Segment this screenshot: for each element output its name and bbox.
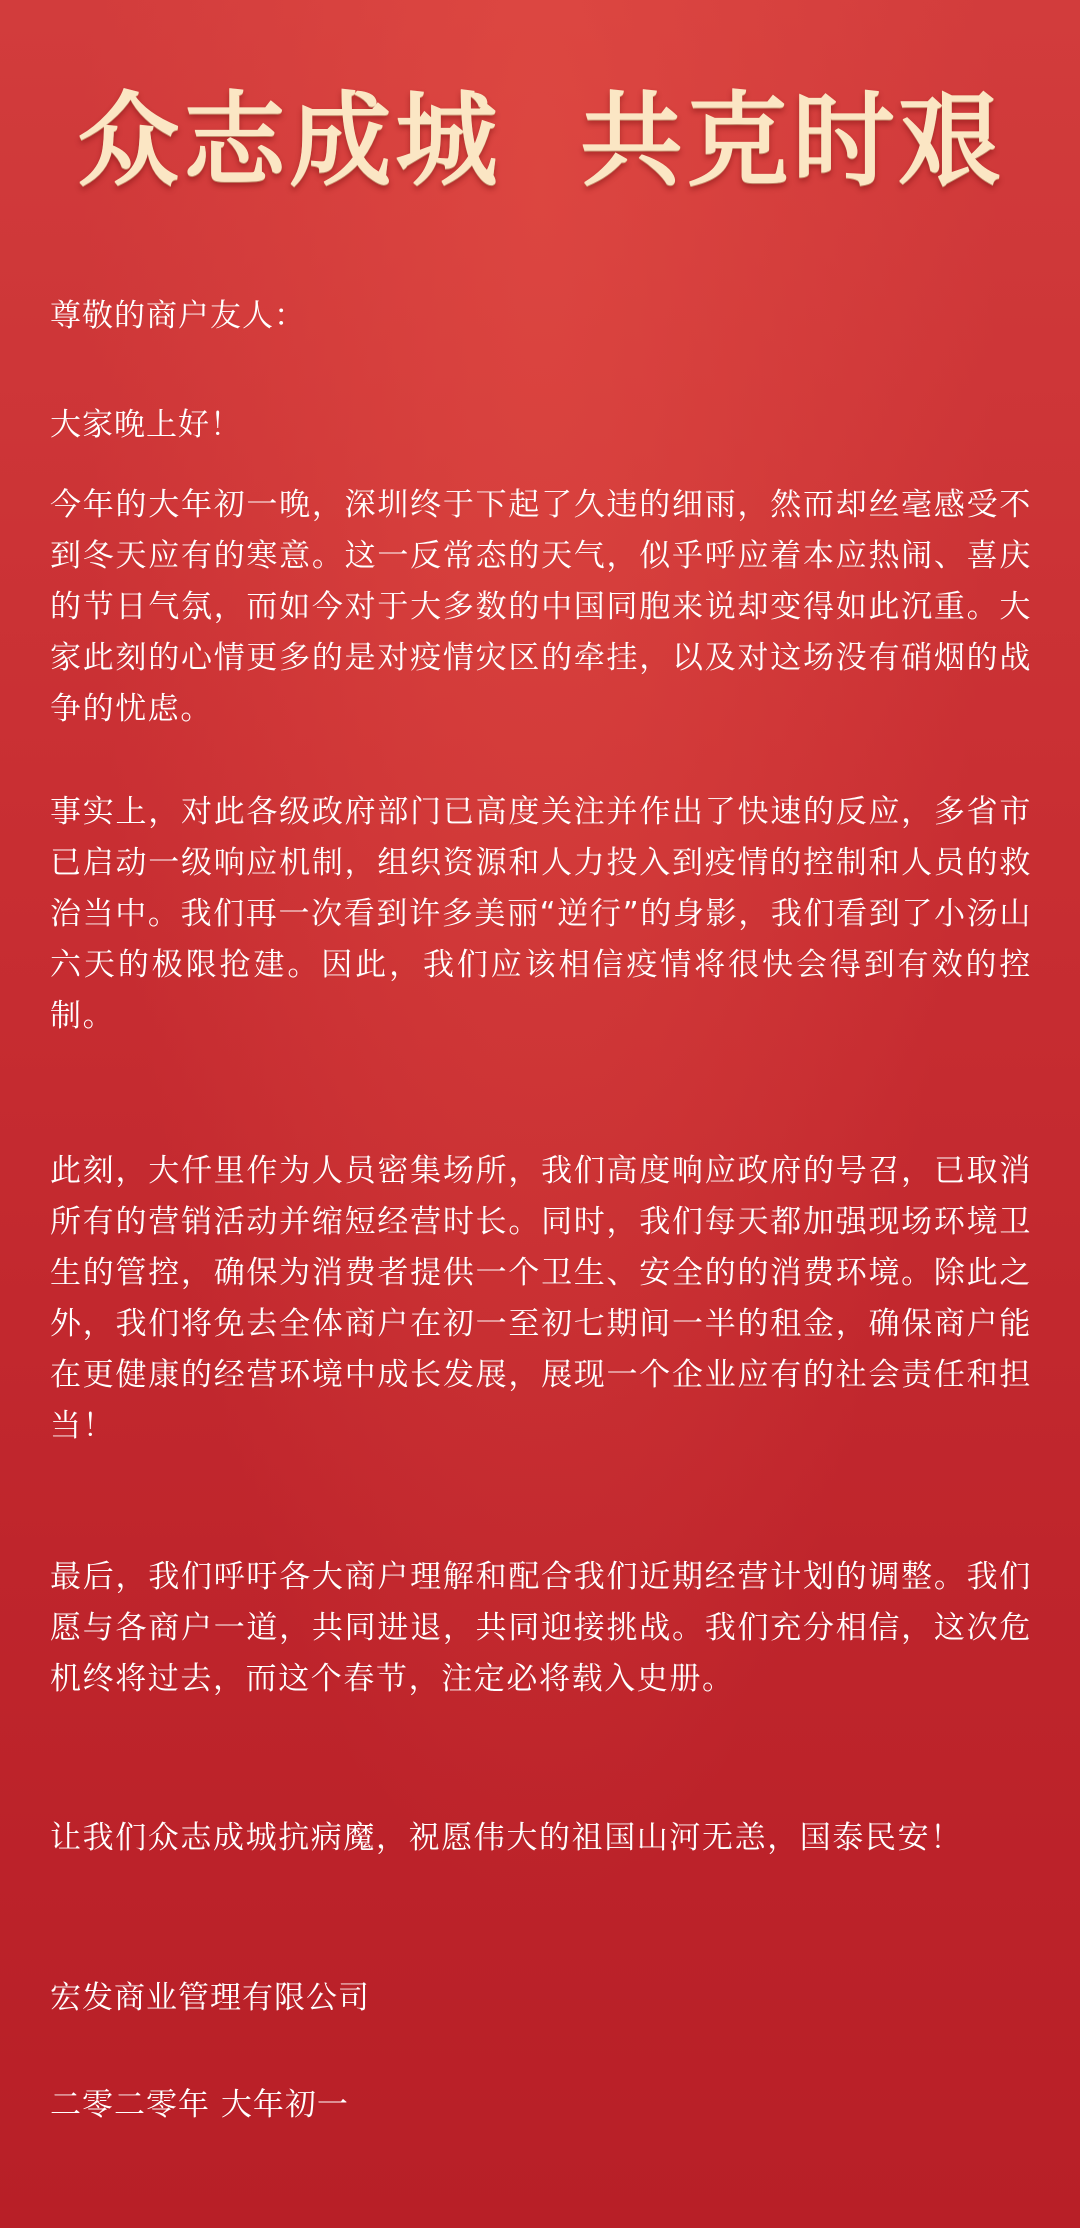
paragraph-appeal: 最后，我们呼吁各大商户理解和配合我们近期经营计划的调整。我们愿与各商户一道，共同进退，共同迎接挑战。我们充分相信，这次危机终将过去，而这个春节，注定必将载入史册。 [50,1559,1032,1697]
page-title: 众志成城 共克时艰 [77,82,1005,201]
paragraph-government-response: 事实上，对此各级政府部门已高度关注并作出了快速的反应，多省市已启动一级响应机制，组织资源和人力投入到疫情的控制和人员的救治当中。我们再一次看到许多美丽“逆行”的身影，我们看到了小汤山六天的极限抢建。因此，我们应该相信疫情将很快会得到有效的控制。 [50,794,1032,1034]
salutation: 尊敬的商户友人： [50,298,306,334]
paragraph-closing-wish: 让我们众志成城抗病魔，祝愿伟大的祖国山河无恙，国泰民安！ [50,1820,963,1856]
paragraph-mall-measures: 此刻，大仟里作为人员密集场所，我们高度响应政府的号召，已取消所有的营销活动并缩短经营时长。同时，我们每天都加强现场环境卫生的管控，确保为消费者提供一个卫生、安全的的消费环境。除此之外，我们将免去全体商户在初一至初七期间一半的租金，确保商户能在更健康的经营环境中成长发展，展现一个企业应有的社会责任和担当！ [50,1153,1032,1444]
paragraph-situation: 今年的大年初一晚，深圳终于下起了久违的细雨，然而却丝毫感受不到冬天应有的寒意。这一反常态的天气，似乎呼应着本应热闹、喜庆的节日气氛，而如今对于大多数的中国同胞来说却变得如此沉重。大家此刻的心情更多的是对疫情灾区的牵挂，以及对这场没有硝烟的战争的忧虑。 [50,487,1032,727]
greeting: 大家晚上好！ [50,407,242,443]
signature-company: 宏发商业管理有限公司 [50,1980,370,2016]
signature-date: 二零二零年 大年初一 [50,2087,349,2123]
